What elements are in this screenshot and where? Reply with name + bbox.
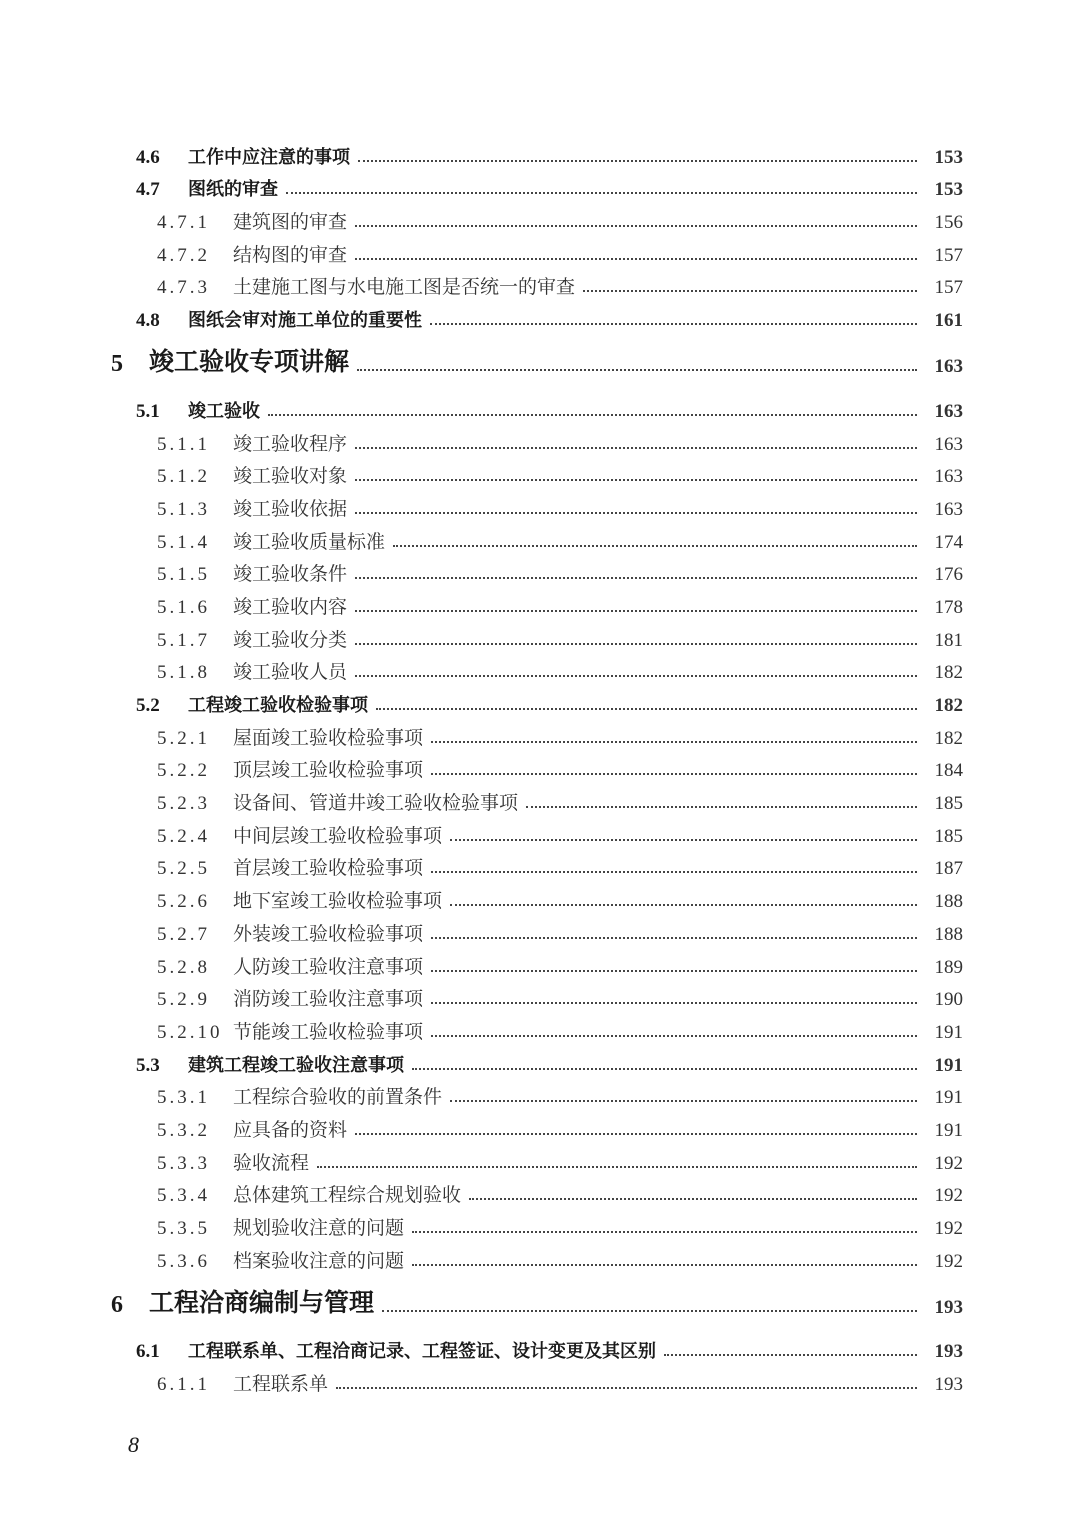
dot-leader: [430, 306, 917, 325]
toc-entry-sub[interactable]: [0, 1113, 1080, 1146]
toc-entry-title: 节能竣工验收检验事项: [233, 1020, 424, 1043]
dot-leader: [431, 1017, 917, 1037]
toc-entry-page: 189: [934, 956, 963, 978]
toc-entry-sub[interactable]: [0, 819, 1080, 852]
dot-leader: [393, 527, 917, 547]
toc-entry-sub[interactable]: [0, 427, 1080, 460]
dot-leader: [355, 207, 917, 227]
toc-entry-page: 187: [934, 858, 963, 880]
toc-entry-title: 人防竣工验收注意事项: [233, 955, 424, 978]
toc-entry-title: 竣工验收专项讲解: [149, 347, 350, 377]
toc-entry-title: 工程综合验收的前置条件: [233, 1086, 443, 1109]
dot-leader: [469, 1180, 917, 1200]
toc-entry-number: 5.1.6: [157, 596, 210, 618]
toc-entry-page: 181: [934, 629, 963, 651]
toc-entry-number: 5.1.4: [157, 531, 210, 553]
toc-entry-number: 4.7: [136, 179, 160, 201]
toc-entry-title: 首层竣工验收检验事项: [233, 857, 424, 880]
toc-entry-sub[interactable]: [0, 1146, 1080, 1179]
toc-entry-number: 5.3.1: [157, 1087, 210, 1109]
toc-entry-page: 161: [934, 310, 963, 332]
toc-entry-sub[interactable]: [0, 271, 1080, 304]
dot-leader: [664, 1337, 917, 1356]
toc-entry-sub[interactable]: [0, 1244, 1080, 1277]
dot-leader: [355, 625, 917, 645]
toc-entry-title: 竣工验收内容: [233, 595, 348, 618]
dot-leader: [336, 1369, 917, 1389]
toc-entry-page: 191: [934, 1021, 963, 1043]
toc-entry-sub[interactable]: [0, 623, 1080, 656]
dot-leader: [431, 853, 917, 873]
toc-entry-number: 5.1.2: [157, 466, 210, 488]
table-of-contents: [0, 140, 1080, 1400]
toc-entry-number: 4.8: [136, 310, 160, 332]
toc-entry-sub[interactable]: [0, 1179, 1080, 1212]
toc-entry-number: 6: [111, 1291, 123, 1318]
dot-leader: [431, 723, 917, 743]
toc-entry-title: 中间层竣工验收检验事项: [233, 824, 443, 847]
toc-entry-number: 5.1.1: [157, 433, 210, 455]
dot-leader: [450, 1082, 917, 1102]
dot-leader: [431, 984, 917, 1004]
toc-entry-sub[interactable]: [0, 754, 1080, 787]
dot-leader: [355, 1115, 917, 1135]
toc-entry-sub[interactable]: [0, 238, 1080, 271]
dot-leader: [358, 143, 917, 162]
toc-entry-title: 竣工验收: [188, 400, 260, 422]
toc-entry-title: 外装竣工验收检验事项: [233, 922, 424, 945]
dot-leader: [268, 397, 917, 416]
dot-leader: [355, 461, 917, 481]
dot-leader: [431, 952, 917, 972]
toc-entry-sub[interactable]: [0, 721, 1080, 754]
toc-entry-sub[interactable]: [0, 852, 1080, 885]
toc-entry-sub[interactable]: [0, 950, 1080, 983]
toc-entry-title: 建筑图的审查: [233, 211, 348, 234]
toc-entry-sub[interactable]: [0, 1081, 1080, 1114]
toc-entry-number: 5.2.4: [157, 825, 210, 847]
toc-entry-title: 竣工验收分类: [233, 628, 348, 651]
dot-leader: [355, 429, 917, 449]
dot-leader: [412, 1051, 917, 1070]
toc-entry-number: 5.3: [136, 1054, 160, 1076]
toc-entry-title: 工作中应注意的事项: [188, 146, 350, 168]
toc-entry-number: 5.1.7: [157, 629, 210, 651]
toc-entry-number: 5.2.6: [157, 891, 210, 913]
dot-leader: [357, 342, 917, 371]
toc-entry-number: 6.1: [136, 1341, 160, 1363]
toc-entry-title: 验收流程: [233, 1151, 310, 1174]
toc-entry-sub[interactable]: [0, 917, 1080, 950]
toc-entry-number: 5.2.10: [157, 1021, 223, 1043]
toc-entry-title: 顶层竣工验收检验事项: [233, 759, 424, 782]
toc-entry-sub[interactable]: [0, 558, 1080, 591]
toc-entry-page: 153: [934, 146, 963, 168]
toc-entry-sub[interactable]: [0, 205, 1080, 238]
toc-entry-number: 5.3.6: [157, 1250, 210, 1272]
dot-leader: [355, 657, 917, 677]
toc-entry-page: 178: [934, 596, 963, 618]
toc-entry-number: 5.3.3: [157, 1152, 210, 1174]
toc-entry-page: 182: [934, 695, 963, 716]
toc-entry-section[interactable]: [0, 688, 1080, 721]
toc-entry-sub[interactable]: [0, 590, 1080, 623]
toc-entry-number: 4.7.3: [157, 277, 210, 299]
dot-leader: [583, 272, 917, 292]
toc-entry-number: 5.1.8: [157, 662, 210, 684]
toc-entry-sub[interactable]: [0, 1367, 1080, 1400]
toc-entry-number: 5.2: [136, 695, 160, 716]
dot-leader: [412, 1246, 917, 1266]
toc-entry-number: 4.7.1: [157, 212, 210, 234]
dot-leader: [286, 175, 917, 194]
toc-entry-page: 192: [934, 1152, 963, 1174]
toc-entry-page: 182: [934, 662, 963, 684]
toc-entry-title: 屋面竣工验收检验事项: [233, 726, 424, 749]
toc-entry-title: 地下室竣工验收检验事项: [233, 890, 443, 913]
toc-entry-title: 竣工验收依据: [233, 497, 348, 520]
toc-entry-title: 工程洽商编制与管理: [149, 1287, 375, 1317]
toc-entry-page: 163: [934, 400, 963, 422]
toc-entry-number: 5.2.8: [157, 956, 210, 978]
toc-entry-section[interactable]: [0, 1335, 1080, 1368]
dot-leader: [355, 559, 917, 579]
toc-entry-sub[interactable]: [0, 884, 1080, 917]
toc-entry-page: 157: [934, 244, 963, 266]
toc-entry-page: 191: [934, 1119, 963, 1141]
toc-entry-title: 总体建筑工程综合规划验收: [233, 1184, 462, 1207]
dot-leader: [412, 1213, 917, 1233]
toc-entry-title: 结构图的审查: [233, 243, 348, 266]
toc-entry-page: 163: [934, 466, 963, 488]
page-number: 8: [128, 1432, 139, 1457]
toc-entry-sub[interactable]: [0, 525, 1080, 558]
toc-entry-page: 192: [934, 1250, 963, 1272]
toc-entry-sub[interactable]: [0, 1211, 1080, 1244]
dot-leader: [355, 592, 917, 612]
dot-leader: [355, 494, 917, 514]
toc-entry-number: 4.6: [136, 146, 160, 168]
toc-entry-section[interactable]: [0, 173, 1080, 206]
toc-entry-title: 图纸会审对施工单位的重要性: [188, 310, 422, 332]
toc-entry-title: 档案验收注意的问题: [233, 1249, 405, 1272]
toc-entry-page: 191: [934, 1087, 963, 1109]
dot-leader: [431, 919, 917, 939]
dot-leader: [526, 788, 917, 808]
toc-entry-number: 5: [111, 351, 123, 378]
toc-entry-number: 6.1.1: [157, 1374, 210, 1396]
toc-entry-number: 5.2.9: [157, 989, 210, 1011]
toc-entry-section[interactable]: [0, 394, 1080, 427]
toc-entry-number: 5.2.5: [157, 858, 210, 880]
toc-entry-page: 192: [934, 1185, 963, 1207]
dot-leader: [382, 1283, 917, 1312]
toc-entry-title: 竣工验收条件: [233, 563, 348, 586]
toc-entry-number: 5.2.1: [157, 727, 210, 749]
dot-leader: [450, 821, 917, 841]
toc-entry-page: 191: [934, 1054, 963, 1076]
toc-entry-page: 192: [934, 1218, 963, 1239]
toc-entry-title: 工程联系单: [233, 1373, 329, 1396]
toc-entry-section[interactable]: [0, 1048, 1080, 1081]
dot-leader: [431, 755, 917, 775]
toc-entry-sub[interactable]: [0, 1015, 1080, 1048]
toc-entry-page: 163: [934, 433, 963, 455]
toc-entry-title: 图纸的审查: [188, 179, 278, 201]
toc-entry-sub[interactable]: [0, 983, 1080, 1016]
toc-entry-section[interactable]: [0, 140, 1080, 173]
toc-entry-title: 设备间、管道井竣工验收检验事项: [233, 792, 519, 815]
toc-entry-number: 5.2.3: [157, 793, 210, 815]
toc-entry-title: 建筑工程竣工验收注意事项: [188, 1054, 404, 1076]
toc-entry-page: 190: [934, 989, 963, 1011]
toc-entry-page: 163: [934, 498, 963, 520]
toc-entry-page: 153: [934, 179, 963, 201]
toc-entry-page: 182: [934, 727, 963, 749]
toc-entry-page: 193: [934, 1374, 963, 1396]
toc-entry-number: 5.3.4: [157, 1185, 210, 1207]
toc-entry-number: 4.7.2: [157, 244, 210, 266]
dot-leader: [317, 1148, 917, 1168]
toc-entry-sub[interactable]: [0, 492, 1080, 525]
toc-entry-title: 消防竣工验收注意事项: [233, 988, 424, 1011]
toc-entry-page: 185: [934, 793, 963, 815]
dot-leader: [450, 886, 917, 906]
toc-entry-title: 竣工验收程序: [233, 432, 348, 455]
toc-entry-chapter[interactable]: [0, 1277, 1080, 1327]
toc-entry-title: 竣工验收质量标准: [233, 530, 386, 553]
toc-entry-number: 5.2.2: [157, 760, 210, 782]
toc-entry-number: 5.2.7: [157, 923, 210, 945]
toc-entry-page: 193: [934, 1296, 963, 1318]
toc-entry-title: 应具备的资料: [233, 1118, 348, 1141]
toc-entry-number: 5.3.2: [157, 1119, 210, 1141]
toc-entry-page: 156: [934, 212, 963, 234]
toc-entry-chapter[interactable]: [0, 336, 1080, 386]
toc-entry-sub[interactable]: [0, 656, 1080, 689]
toc-entry-page: 188: [934, 891, 963, 913]
dot-leader: [376, 691, 917, 710]
toc-entry-page: 157: [934, 277, 963, 299]
dot-leader: [355, 240, 917, 260]
toc-entry-number: 5.1.3: [157, 498, 210, 520]
toc-entry-page: 176: [934, 564, 963, 586]
toc-entry-page: 193: [934, 1341, 963, 1363]
toc-entry-page: 184: [934, 760, 963, 782]
toc-entry-title: 竣工验收对象: [233, 465, 348, 488]
toc-entry-page: 174: [934, 531, 963, 553]
toc-entry-title: 工程联系单、工程洽商记录、工程签证、设计变更及其区别: [188, 1341, 656, 1363]
toc-entry-sub[interactable]: [0, 460, 1080, 493]
toc-entry-page: 163: [934, 356, 963, 378]
toc-entry-title: 竣工验收人员: [233, 661, 348, 684]
toc-entry-number: 5.1.5: [157, 564, 210, 586]
toc-entry-title: 工程竣工验收检验事项: [188, 695, 368, 716]
toc-entry-sub[interactable]: [0, 786, 1080, 819]
toc-entry-number: 5.3.5: [157, 1218, 210, 1239]
toc-entry-section[interactable]: [0, 303, 1080, 336]
toc-entry-number: 5.1: [136, 400, 160, 422]
toc-entry-page: 185: [934, 825, 963, 847]
toc-entry-title: 土建施工图与水电施工图是否统一的审查: [233, 276, 576, 299]
toc-entry-title: 规划验收注意的问题: [233, 1217, 405, 1239]
toc-entry-page: 188: [934, 923, 963, 945]
